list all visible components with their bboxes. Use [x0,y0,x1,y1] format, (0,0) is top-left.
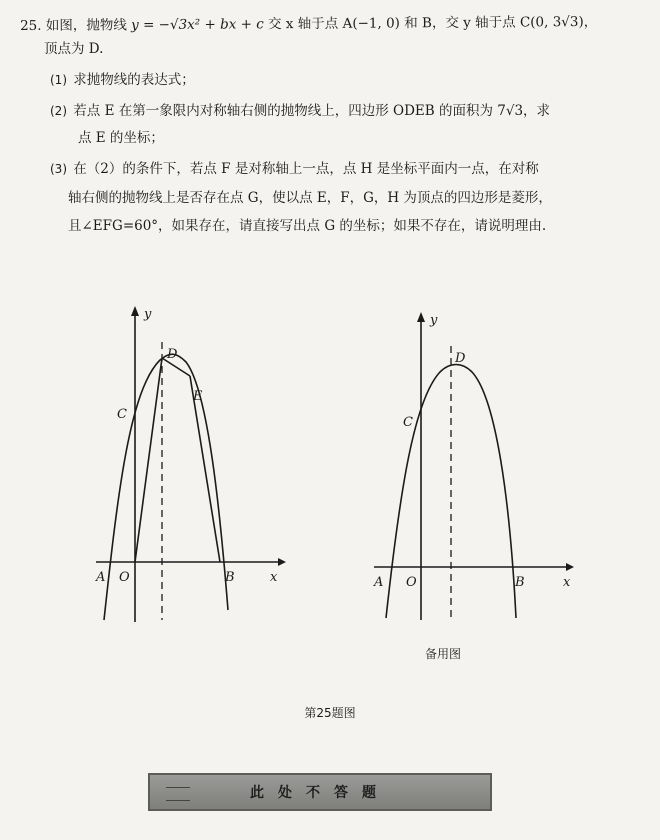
no-answer-banner [148,773,492,811]
figure-right-labels [373,313,571,590]
right-y-label: y [430,313,438,328]
right-label-C: C [403,415,413,430]
backup-figure-caption: 备用图 [425,647,462,661]
left-label-B: B [225,570,235,585]
left-y-label: y [144,307,152,322]
question-3-text-cont2: 且∠EFG=60°，如果存在，请直接写出点 G 的坐标；如果不存在，请说明理由. [68,218,547,235]
question-1-number: (1) [50,72,67,87]
right-x-label: x [563,575,571,590]
problem-statement [20,12,640,37]
question-3 [20,159,640,180]
question-3-text: 在（2）的条件下，若点 F 是对称轴上一点，点 H 是坐标平面内一点，在对称 [73,160,539,177]
question-3-text-cont: 轴右侧的抛物线上是否存在点 G，使以点 E，F，G，H 为顶点的四边形是菱形， [68,189,552,206]
problem-intro: 25. 如图，抛物线 [20,17,132,34]
question-2 [20,101,640,122]
figures [0,290,660,670]
question-1-text: 求抛物线的表达式； [73,71,195,88]
figure-left-labels [95,307,278,585]
figure-caption: 第25题图 [304,706,356,720]
left-label-E: E [193,389,203,404]
left-y-arrow [131,306,139,316]
question-2-text-cont: 点 E 的坐标； [78,129,164,146]
left-label-D: D [167,347,178,362]
left-label-C: C [117,407,127,422]
left-label-A: A [96,570,106,585]
right-label-A: A [374,575,384,590]
right-y-arrow [417,312,425,322]
segment-OD [135,358,162,562]
question-3-number: (3) [50,161,67,176]
left-x-label: x [270,570,278,585]
right-label-B: B [515,575,525,590]
right-label-O: O [406,575,417,590]
banner-lines-decoration [166,787,190,801]
figure-right [374,312,574,620]
vertex-statement: 顶点为 D. [44,40,104,57]
question-2-text: 若点 E 在第一象限内对称轴右侧的抛物线上，四边形 ODEB 的面积为 7√3，求 [73,102,551,119]
question-2-number: (2) [50,103,67,118]
problem-25 [20,14,640,237]
question-1 [20,70,640,91]
right-x-arrow [566,563,574,571]
banner-text: 此处不答题 [250,785,390,801]
parabola-equation: y = −√3x² + bx + c [131,16,264,34]
left-x-arrow [278,558,286,566]
problem-intro-cont: 交 x 轴于点 A(−1, 0) 和 B，交 y 轴于点 C(0, 3√3)， [263,13,598,33]
right-label-D: D [455,351,466,366]
left-label-O: O [119,570,130,585]
